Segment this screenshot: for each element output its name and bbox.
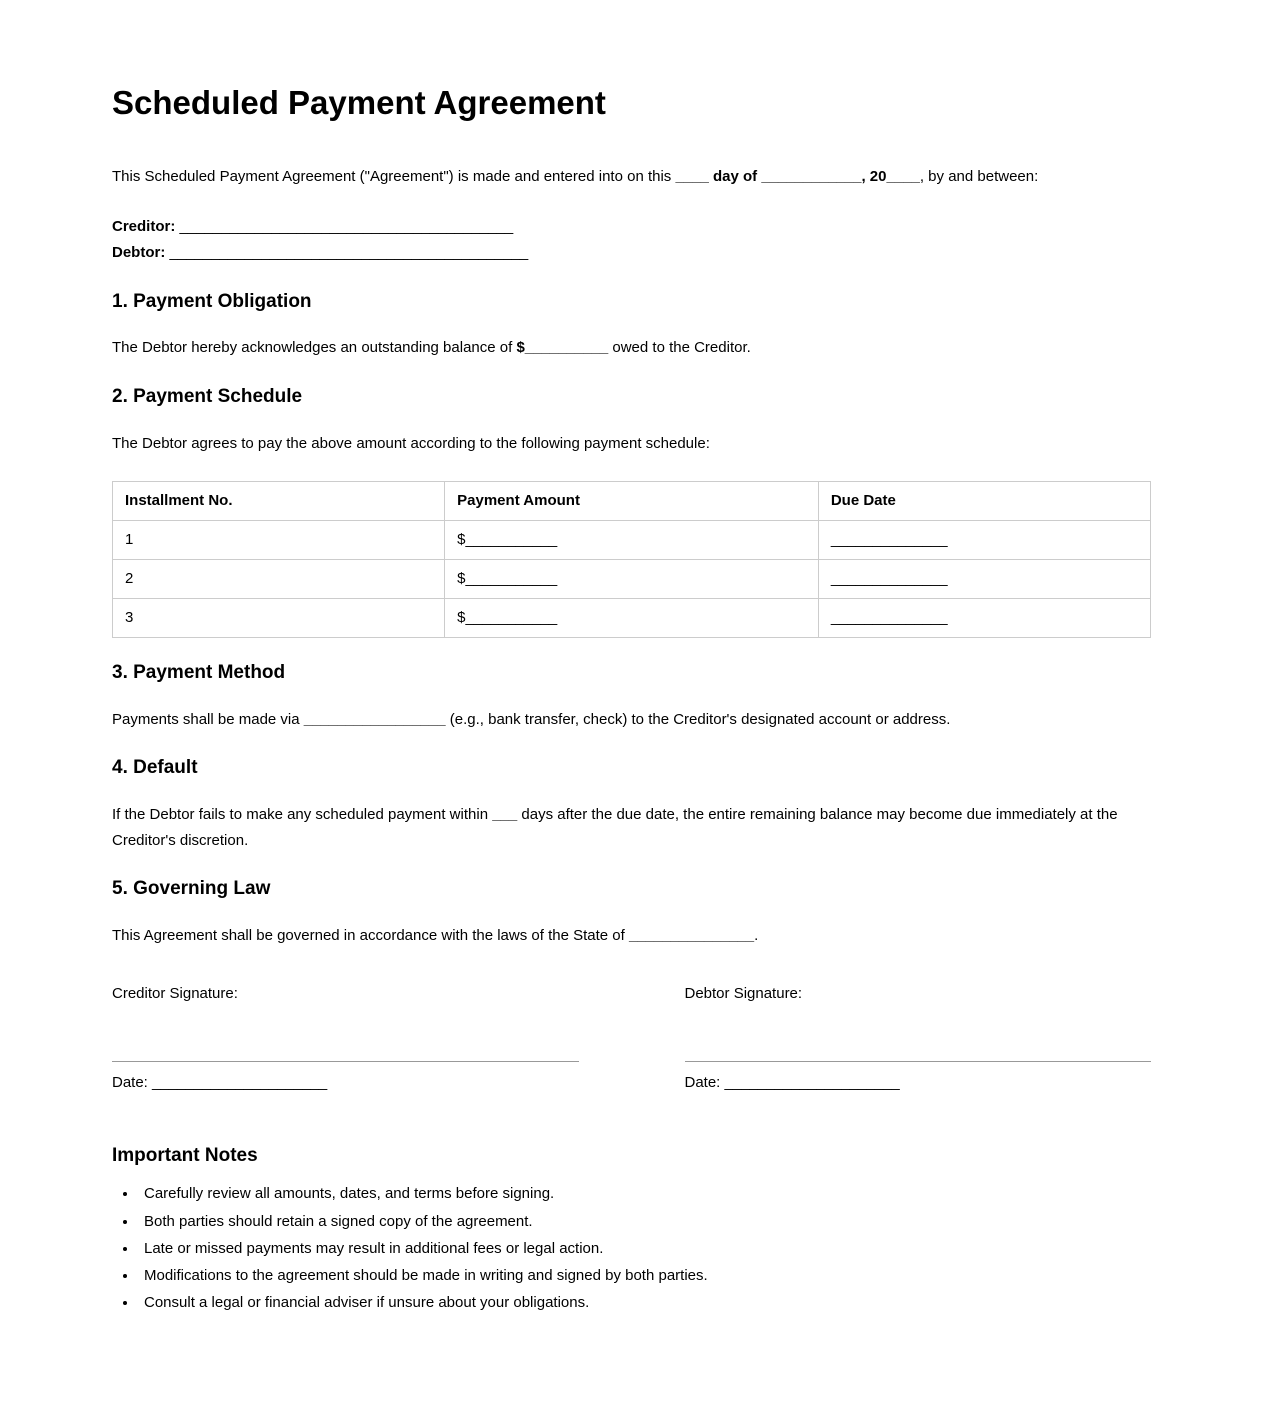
cell-installment-1: 1 (113, 520, 445, 559)
default-paragraph (112, 802, 1151, 855)
table-header-row (113, 481, 1151, 520)
table-row (113, 598, 1151, 637)
cell-due-3: ______________ (818, 598, 1150, 637)
obligation-text-pre: The Debtor hereby acknowledges an outstanding balance of (112, 339, 517, 357)
cell-due-1: ______________ (818, 520, 1150, 559)
section-heading-governing-law: 5. Governing Law (112, 878, 271, 900)
creditor-line (112, 214, 1151, 240)
default-text-post: days after the due date, the entire remaining balance may become due immediately at the Creditor's discretion. (112, 805, 1118, 849)
cell-due-2: ______________ (818, 559, 1150, 598)
column-header-installment: Installment No. (113, 481, 445, 520)
intro-date-blanks: ____ day of ____________, 20____ (675, 167, 920, 185)
default-days-blank: ___ (492, 805, 518, 823)
page-title: Scheduled Payment Agreement (112, 84, 606, 121)
important-notes-list (112, 1181, 1151, 1316)
debtor-signature-column (685, 981, 1152, 1097)
creditor-signature-column (112, 981, 579, 1097)
creditor-blank: ________________________________________ (179, 218, 514, 236)
debtor-signature-line (685, 1061, 1152, 1062)
cell-installment-3: 3 (113, 598, 445, 637)
obligation-text-post: owed to the Creditor. (608, 339, 751, 357)
list-item: • Carefully review all amounts, dates, and terms before signing. (138, 1181, 1151, 1207)
cell-amount-2: $___________ (445, 559, 819, 598)
debtor-date-line (685, 1070, 1152, 1096)
section-heading-default: 4. Default (112, 756, 198, 778)
section-heading-payment-method: 3. Payment Method (112, 661, 286, 683)
method-blank: _________________ (303, 710, 446, 728)
creditor-date-label: Date: (112, 1074, 148, 1092)
method-text-pre: Payments shall be made via (112, 710, 304, 728)
payment-method-paragraph (112, 707, 1151, 733)
creditor-signature-line (112, 1061, 579, 1062)
list-item: • Both parties should retain a signed copy of the agreement. (138, 1209, 1151, 1235)
signature-block (112, 981, 1151, 1097)
list-item: • Late or missed payments may result in additional fees or legal action. (138, 1236, 1151, 1262)
debtor-line (112, 240, 1151, 266)
debtor-blank: ___________________________________________ (169, 244, 529, 262)
debtor-date-label: Date: (684, 1074, 721, 1092)
table-row (113, 520, 1151, 559)
creditor-date-line (112, 1070, 579, 1096)
cell-amount-1: $___________ (445, 520, 819, 559)
intro-text-post: , by and between: (919, 167, 1039, 185)
column-header-payment-amount: Payment Amount (445, 481, 819, 520)
table-row (113, 559, 1151, 598)
intro-paragraph (112, 164, 1151, 190)
payment-schedule-table (112, 481, 1151, 638)
default-text-pre: If the Debtor fails to make any scheduled payment within (112, 805, 493, 823)
debtor-date-blank: _____________________ (724, 1074, 900, 1092)
intro-text-pre: This Scheduled Payment Agreement ("Agreement") is made and entered into on this (112, 167, 676, 185)
method-text-post: (e.g., bank transfer, check) to the Creditor's designated account or address. (445, 710, 951, 728)
creditor-signature-label: Creditor Signature: (112, 985, 238, 1003)
parties-block (112, 214, 1151, 267)
governing-law-paragraph (112, 923, 1151, 949)
cell-installment-2: 2 (113, 559, 445, 598)
law-text-pre: This Agreement shall be governed in accordance with the laws of the State of (112, 926, 629, 944)
list-item: • Modifications to the agreement should be made in writing and signed by both parties. (138, 1263, 1151, 1289)
balance-blank: $__________ (516, 339, 609, 357)
important-notes-heading: Important Notes (112, 1144, 258, 1166)
law-text-post: . (754, 926, 759, 944)
debtor-signature-label: Debtor Signature: (684, 985, 803, 1003)
column-header-due-date: Due Date (818, 481, 1150, 520)
cell-amount-3: $___________ (445, 598, 819, 637)
section-heading-payment-schedule: 2. Payment Schedule (112, 385, 303, 407)
section-heading-payment-obligation: 1. Payment Obligation (112, 290, 312, 312)
debtor-label: Debtor: (112, 244, 166, 262)
payment-schedule-paragraph: The Debtor agrees to pay the above amount according to the following payment schedule: (112, 434, 710, 452)
creditor-date-blank: _____________________ (152, 1074, 328, 1092)
creditor-label: Creditor: (112, 218, 176, 236)
list-item: • Consult a legal or financial adviser if unsure about your obligations. (138, 1290, 1151, 1316)
payment-obligation-paragraph (112, 335, 1151, 361)
state-blank: _______________ (628, 926, 755, 944)
